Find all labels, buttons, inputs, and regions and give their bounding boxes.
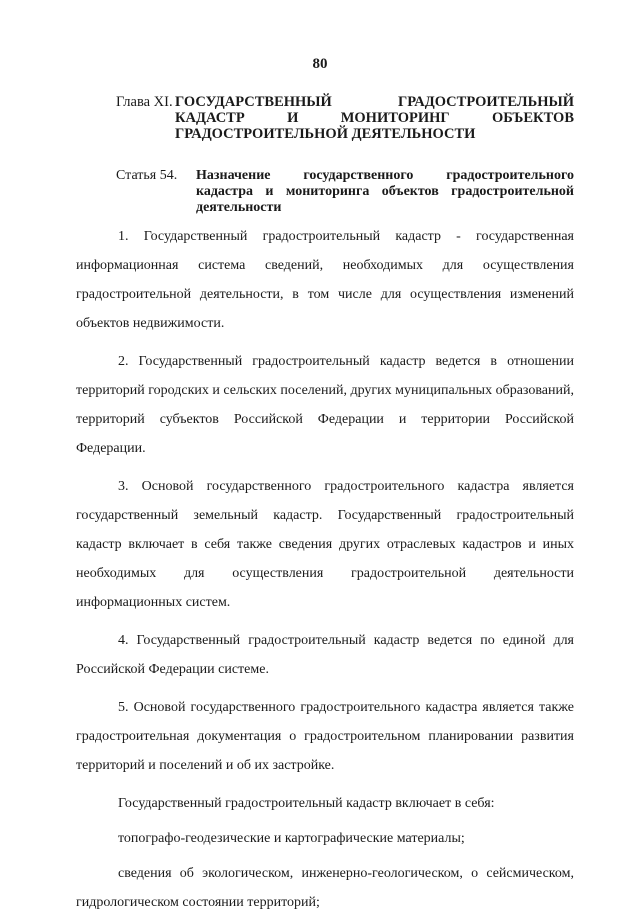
paragraph-2: 2. Государственный градостроительный кадастр ведется в отношении территорий городских и сельских поселений, других муниципальных образований, территорий субъектов Российской Федерации и территории Российской Федерации.	[76, 354, 574, 456]
paragraph-5: 5. Основой государственного градостроительного кадастра является также градостроительная документация о градостроительном планировании развития территорий и поселений и об их застройке.	[76, 700, 574, 773]
article-body	[76, 222, 574, 923]
paragraph-1: 1. Государственный градостроительный кадастр - государственная информационная система сведений, необходимых для осуществления градостроительной деятельности, в том числе для осуществления изменений объектов недвижимости.	[76, 229, 574, 331]
chapter-prefix: Глава XI.	[116, 94, 173, 110]
chapter-title: ГОСУДАРСТВЕННЫЙ ГРАДОСТРОИТЕЛЬНЫЙ КАДАСТР И МОНИТОРИНГ ОБЪЕКТОВ ГРАДОСТРОИТЕЛЬНОЙ ДЕЯТЕЛЬНОСТИ	[175, 94, 574, 142]
paragraph-3: 3. Основой государственного градостроительного кадастра является государственный земельный кадастр. Государственный градостроительный кадастр включает в себя также сведения других отраслевых кадастров и иных необходимых для осуществления градостроительной деятельности информационных систем.	[76, 479, 574, 610]
article-title: Назначение государственного градостроительного кадастра и мониторинга объектов градостроительной деятельности	[196, 168, 574, 215]
chapter-heading	[116, 94, 574, 142]
list-intro: Государственный градостроительный кадастр включает в себя:	[118, 796, 495, 811]
paragraph-4: 4. Государственный градостроительный кадастр ведется по единой для Российской Федерации системе.	[76, 633, 574, 677]
list-item: топографо-геодезические и картографические материалы;	[118, 831, 465, 846]
article-heading	[116, 168, 574, 216]
article-prefix: Статья 54.	[116, 168, 178, 183]
list-item: сведения об экологическом, инженерно-геологическом, о сейсмическом, гидрологическом состоянии территорий;	[76, 866, 574, 910]
page-number: 80	[312, 56, 328, 72]
